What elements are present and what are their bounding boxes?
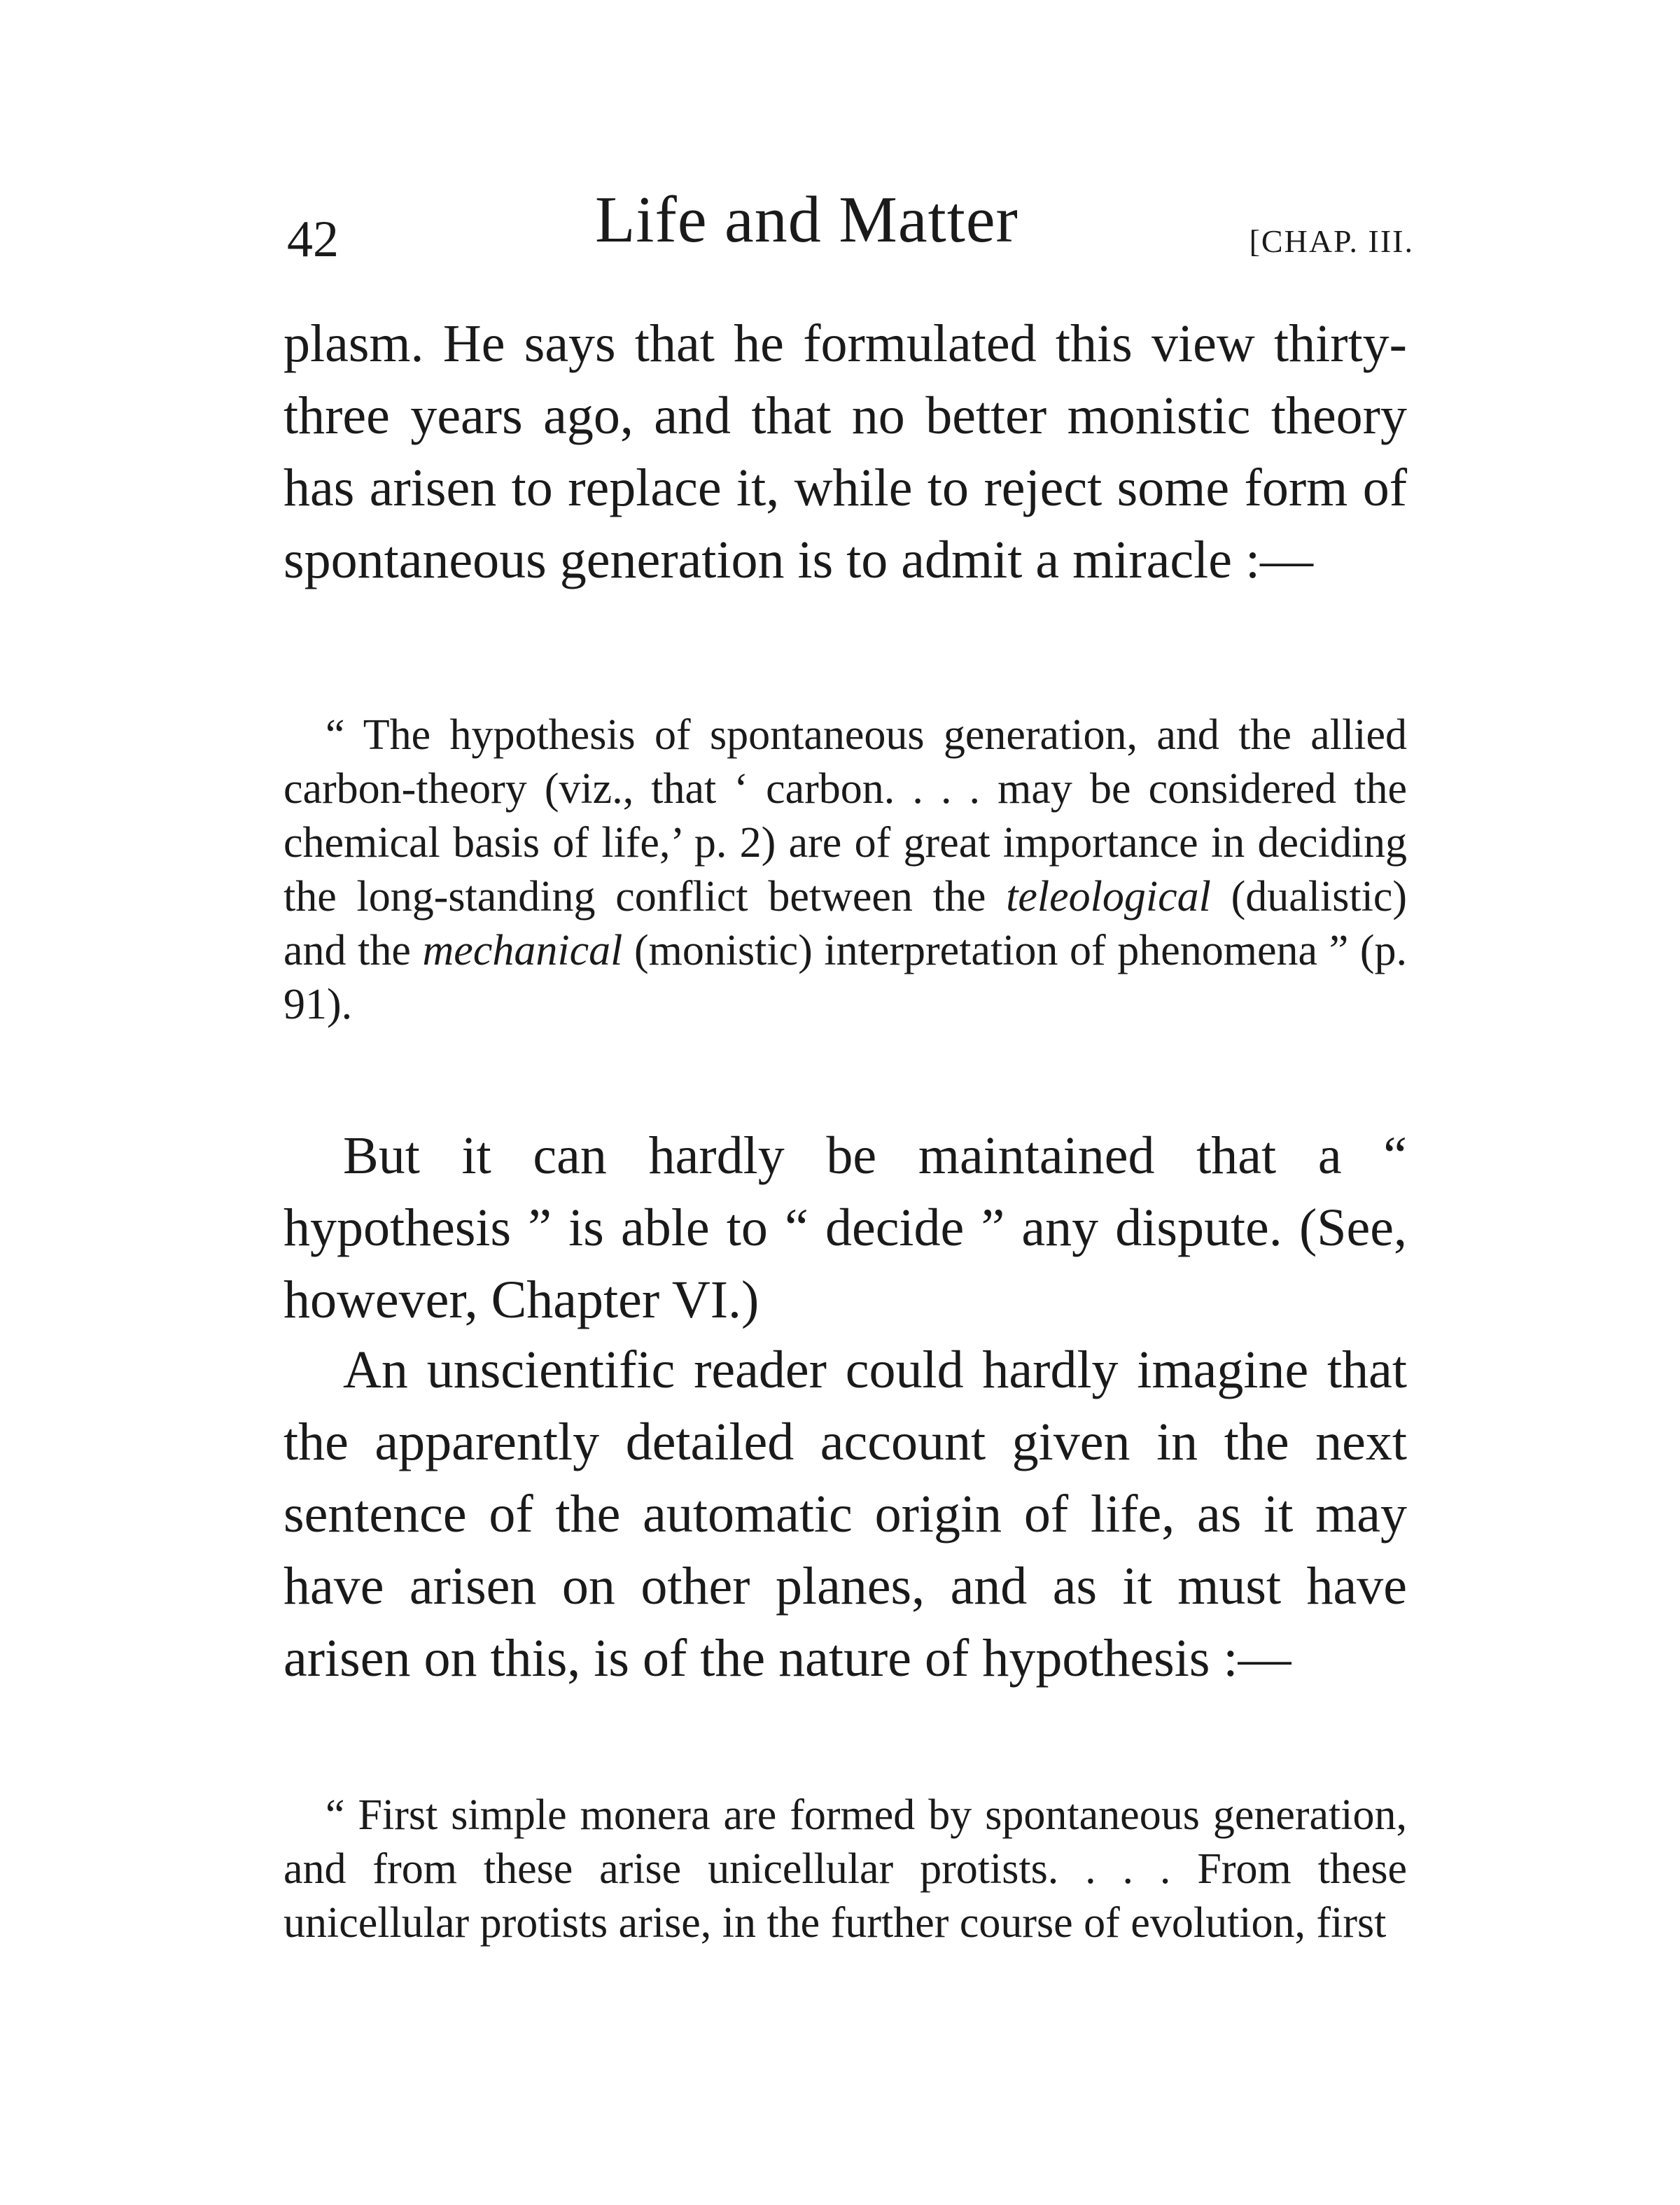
block-quote-hypothesis: [284, 708, 1407, 1032]
quote-italic-teleological: teleological: [1006, 873, 1211, 920]
paragraph-unscientific-reader: An unscientific reader could hardly imagine that the apparently detailed account given in the next sentence of the automatic origin of life, as it may have arisen on other planes, and as it must have arisen on this, is of the nature of hypothesis :—: [284, 1340, 1407, 1688]
quote-text: “ The hypothesis of spontaneous generation, and the allied carbon-theory (viz., that ‘ carbon. . . . may be considered the chemical basis of life,’ p. 2) are of great importance in deciding the long-standing conflict between the: [284, 711, 1407, 920]
paragraph-but-it-can: But it can hardly be maintained that a “ hypothesis ” is able to “ decide ” any dispute. (See, however, Chapter VI.): [284, 1126, 1407, 1329]
quote-italic-mechanical: mechanical: [422, 927, 623, 974]
page-header: [280, 182, 1414, 280]
quote-text: (monistic) interpretation of phenomena ” (p. 91).: [284, 927, 1407, 1028]
paragraph-plasm: plasm. He says that he formulated this view thirty-three years ago, and that no better monistic theory has arisen to replace it, while to reject some form of spontaneous generation is to admit a miracle :—: [284, 314, 1407, 589]
block-quote-monera: “ First simple monera are formed by spontaneous generation, and from these arise unicellular protists. . . . From these unicellular protists arise, in the further course of evolution, first: [284, 1791, 1407, 1947]
page-number: 42: [287, 211, 339, 268]
quote-text: (dualistic) and the: [284, 873, 1407, 974]
chapter-reference: [CHAP. III.: [1249, 223, 1414, 259]
running-title: Life and Matter: [595, 183, 1018, 256]
